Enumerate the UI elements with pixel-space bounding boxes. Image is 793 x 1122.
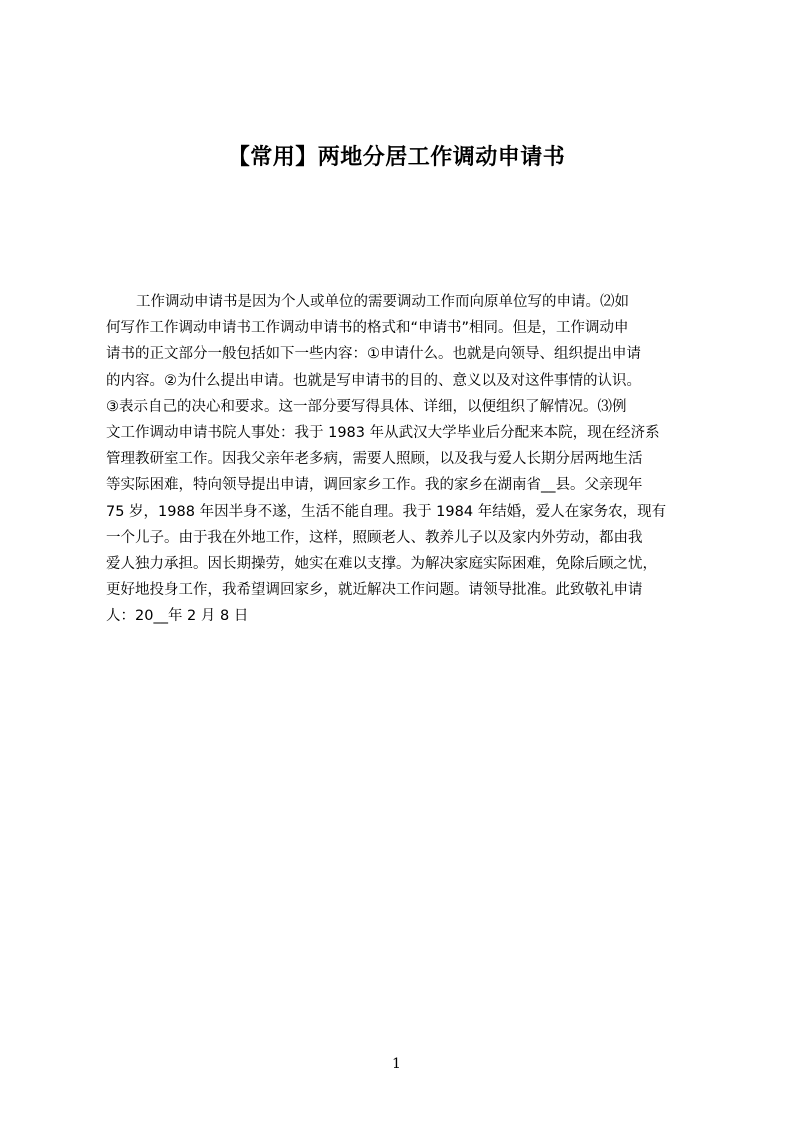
text-line: ③表示自己的决心和要求。这一部分要写得具体、详细，以便组织了解情况。⑶例 <box>106 398 627 415</box>
text-line: 何写作工作调动申请书工作调动申请书的格式和“申请书”相同。但是，工作调动申 <box>106 320 629 337</box>
body-text <box>106 289 699 629</box>
page-title: 【常用】两地分居工作调动申请书 <box>227 145 566 170</box>
text-line: 爱人独力承担。因长期操劳，她实在难以支撑。为解决家庭实际困难，免除后顾之忧， <box>106 555 657 572</box>
text-line: 更好地投身工作，我希望调回家乡，就近解决工作问题。请领导批准。此致敬礼申请 <box>106 582 643 599</box>
text-line: 文工作调动申请书院人事处：我于 1983 年从武汉大学毕业后分配来本院，现在经济系 <box>106 424 660 441</box>
text-line: 等实际困难，特向领导提出申请，调回家乡工作。我的家乡在湖南省__县。父亲现年 <box>106 477 643 494</box>
text-line: 工作调动申请书是因为个人或单位的需要调动工作而向原单位写的申请。⑵如 <box>136 294 629 310</box>
text-line: 一个儿子。由于我在外地工作，这样，照顾老人、教养儿子以及家内外劳动，都由我 <box>106 529 643 546</box>
text-line: 的内容。②为什么提出申请。也就是写申请书的目的、意义以及对这件事情的认识。 <box>106 372 641 389</box>
page-number: 1 <box>392 1056 401 1072</box>
text-line: 人：20__年 2 月 8 日 <box>106 608 249 625</box>
text-line: 请书的正文部分一般包括如下一些内容：①申请什么。也就是向领导、组织提出申请 <box>106 346 641 363</box>
text-line: 75 岁，1988 年因半身不遂，生活不能自理。我于 1984 年结婚，爱人在家务农，现有 <box>106 503 667 520</box>
text-line: 管理教研室工作。因我父亲年老多病，需要人照顾，以及我与爱人长期分居两地生活 <box>106 451 643 468</box>
